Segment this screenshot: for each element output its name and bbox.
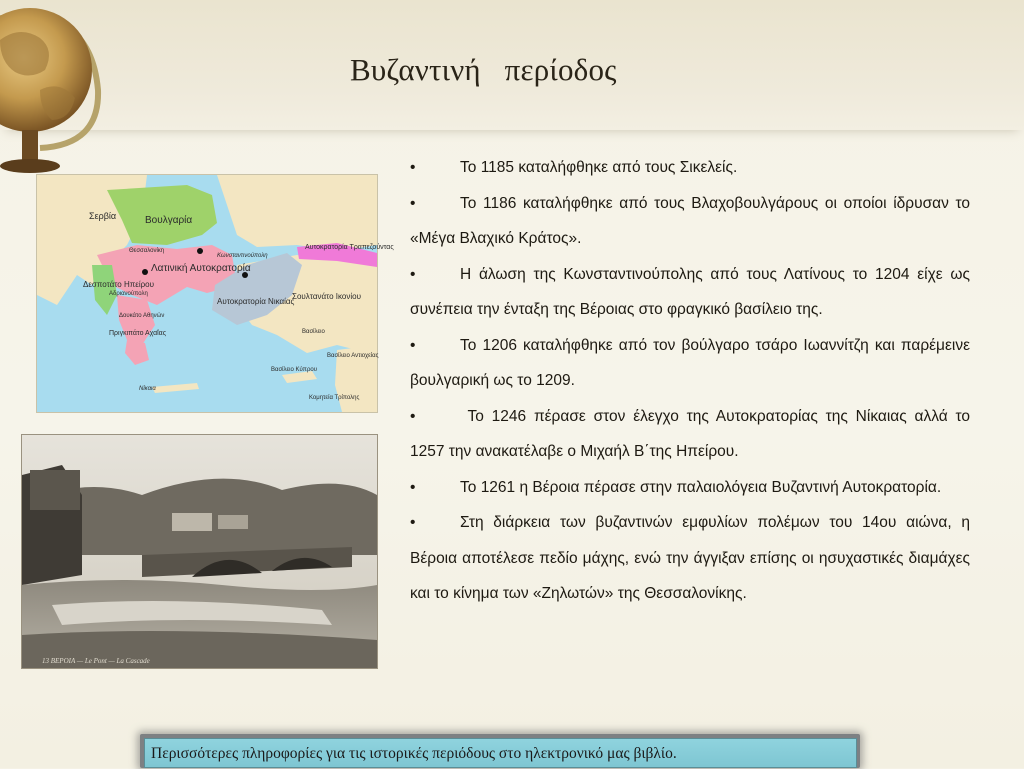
slide-title: Βυζαντινή περίοδος — [350, 52, 617, 87]
bullet-list — [410, 150, 970, 612]
globe-decoration — [0, 0, 110, 180]
bullet-marker: • — [410, 194, 416, 212]
globe-icon — [0, 0, 110, 180]
bullet-item — [410, 186, 970, 257]
map-label-kingdom: Βασίλειο — [302, 329, 325, 335]
bullet-item — [410, 399, 970, 470]
city-marker — [142, 269, 148, 275]
map-label-serbia: Σερβία — [89, 211, 117, 221]
map-label-thessaloniki: Θεσσαλονίκη — [129, 248, 165, 254]
city-marker — [197, 248, 203, 254]
bullet-text: Το 1246 πέρασε στον έλεγχο της Αυτοκρατορίας της Νίκαιας αλλά το 1257 την ανακατέλαβε ο Μιχαήλ Β΄της Ηπείρου. — [410, 407, 970, 460]
bullet-item — [410, 257, 970, 328]
bullet-marker: • — [410, 265, 416, 283]
bullet-marker: • — [410, 159, 416, 176]
bullet-text: Το 1185 καταλήφθηκε από τους Σικελείς. — [460, 159, 738, 176]
map-label-antioch: Βασίλειο Αντιοχείας — [327, 353, 379, 359]
map-label-achaea: Πριγκιπάτο Αχαΐας — [109, 330, 167, 337]
map-label-athens: Δουκάτο Αθηνών — [119, 313, 165, 319]
bullet-marker: • — [410, 407, 416, 425]
bullet-text: Η άλωση της Κωνσταντινούπολης από τους Λατίνους το 1204 είχε ως συνέπεια την ένταξη της Βέροιας στο φραγκικό βασίλειο της. — [410, 265, 970, 318]
map-label-nicaea-empire: Αυτοκρατορία Νικαίας — [217, 297, 295, 306]
map-label-epirus: Δεσποτάτο Ηπείρου — [83, 280, 154, 289]
bullet-item — [410, 328, 970, 399]
bullet-item — [410, 150, 970, 186]
map-label-tripoli: Κομητεία Τρίπολης — [309, 395, 360, 401]
photo-caption: 13 ΒΕΡΟΙΑ — Le Pont — La Cascade — [42, 657, 150, 665]
map-label-bulgaria: Βουλγαρία — [145, 215, 193, 226]
map-label-adrianople: Αδριανούπολη — [109, 291, 148, 297]
bullet-text: Στη διάρκεια των βυζαντινών εμφυλίων πολέμων του 14ου αιώνα, η Βέροια αποτέλεσε πεδίο μάχης, ενώ την άγγιξαν επίσης οι ησυχαστικές διαμάχες και το κίνημα των «Ζηλωτών» της Θεσσαλονίκης. — [410, 514, 970, 602]
bullet-text: Το 1186 καταλήφθηκε από τους Βλαχοβουλγάρους οι οποίοι ίδρυσαν το «Μέγα Βλαχικό Κράτος». — [410, 194, 970, 247]
bullet-item — [410, 505, 970, 612]
bullet-text: Το 1206 καταλήφθηκε από τον βούλγαρο τσάρο Ιωαννίτζη και παρέμεινε βουλγαρική ως το 1209. — [410, 336, 970, 389]
bullet-text: Το 1261 η Βέροια πέρασε στην παλαιολόγεια Βυζαντινή Αυτοκρατορία. — [460, 478, 942, 496]
bullet-item — [410, 470, 970, 506]
historical-photo — [21, 434, 378, 669]
map-label-nicaea-small: Νίκαια — [139, 386, 156, 392]
map-label-trebizond: Αυτοκρατορία Τραπεζούντας — [305, 244, 394, 251]
bullet-marker: • — [410, 478, 416, 496]
map-label-latin-empire: Λατινική Αυτοκρατορία — [151, 263, 251, 274]
bullet-marker: • — [410, 514, 416, 531]
map-label-iconium: Σουλτανάτο Ικονίου — [292, 292, 361, 301]
footer-link[interactable]: Περισσότερες πληροφορίες για τις ιστορικές περιόδους στο ηλεκτρονικό μας βιβλίο. — [144, 738, 857, 768]
map-label-constantinople: Κωνσταντινούπολη — [217, 253, 268, 259]
historical-map — [36, 174, 394, 413]
map-label-cyprus: Βασίλειο Κύπρου — [271, 367, 317, 373]
bullet-marker: • — [410, 336, 416, 354]
